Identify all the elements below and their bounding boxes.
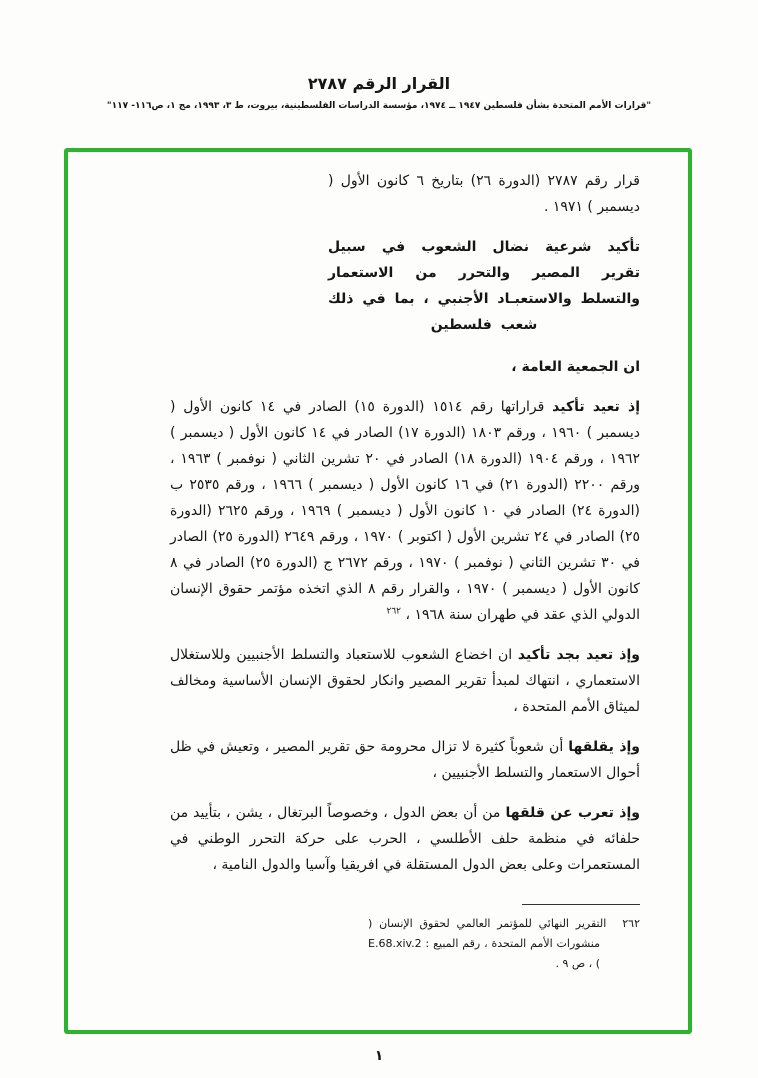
paragraph-text: أن شعوباً كثيرة لا تزال محرومة حق تقرير المصير ، وتعيش في ظل أحوال الاستعمار والتسلط الأجنبيين ،: [170, 739, 640, 781]
source-citation: "قرارات الأمم المتحدة بشأن فلسطين ١٩٤٧ ــ ١٩٧٤، مؤسسة الدراسات الفلسطينية، بيروت، ط ٣، ١٩٩٣، مج ١، ص١١٦- ١١٧": [106, 101, 652, 111]
paragraph-text: قراراتها رقم ١٥١٤ (الدورة ١٥) الصادر في ١٤ كانون الأول ( ديسمبر ) ١٩٦٠ ، ورقم ١٨٠٣ (الدورة ١٧) الصادر في ١٤ كانون الأول ( ديسمبر ) ١٩٦٢ ، ورقم ١٩٠٤ (الدورة ١٨) الصادر في ٢٠ تشرين الثاني ( نوفمبر ) ١٩٦٣ ، ورقم ٢٢٠٠ (الدورة ٢١) في ١٦ كانون الأول ( ديسمبر ) ١٩٦٦ ، ورقم ٢٥٣٥ ب (الدورة ٢٤) الصادر في ١٠ كانون الأول ( ديسمبر ) ١٩٦٩ ، ورقم ٢٦٢٥ (الدورة ٢٥) الصادر في ٢٤ تشرين الأول ( اكتوبر ) ١٩٧٠ ، ورقم ٢٦٤٩ (الدورة ٢٥) الصادر في ٣٠ تشرين الثاني ( نوفمبر ) ١٩٧٠ ، ورقم ٢٦٧٢ ج (الدورة ٢٥) الصادر في ٨ كانون الأول ( ديسمبر ) ١٩٧٠ ، والقرار رقم ٨ الذي اتخذه مؤتمر حقوق الإنسان الدولي الذي عقد في طهران سنة ١٩٦٨ ،: [170, 399, 641, 623]
resolution-body: [170, 168, 640, 878]
preambular-paragraph-2: [170, 642, 640, 720]
paragraph-lead: وإذ يقلقها: [568, 739, 640, 755]
footnote-area: [368, 904, 640, 974]
footnote-text: التقرير النهائي للمؤتمر العالمي لحقوق الإنسان ( منشورات الأمم المتحدة ، رقم المبيع : E.68.xiv.2 ) ، ص ٩ .: [368, 917, 607, 970]
preambular-paragraph-1: [170, 394, 640, 628]
footnote-separator: [522, 904, 640, 905]
footnote-reference: ٢٦٢: [386, 606, 402, 617]
paragraph-text: من أن بعض الدول ، وخصوصاً البرتغال ، يشن ، بتأييد من حلفائه في منظمة حلف الأطلسي ، الحرب على حركة التحرر الوطني في المستعمرات وعلى بعض الدول المستقلة في افريقيا وآسيا والدول النامية ،: [170, 805, 640, 873]
page-number: ١: [374, 1048, 384, 1064]
green-highlight-box: [64, 148, 692, 1034]
document-header: [0, 74, 758, 111]
paragraph-lead: وإذ تعيد بجد تأكيد: [517, 647, 640, 663]
paragraph-lead: وإذ تعرب عن قلقها: [505, 805, 640, 821]
footnote: [368, 914, 640, 974]
paragraph-lead: إذ تعيد تأكيد: [552, 399, 640, 415]
resolution-intro: قرار رقم ٢٧٨٧ (الدورة ٢٦) بتاريخ ٦ كانون الأول ( ديسمبر ) ١٩٧١ .: [328, 173, 641, 215]
document-title: القرار الرقم ٢٧٨٧: [307, 74, 451, 93]
preambular-paragraph-4: [170, 800, 640, 878]
footnote-marker: ٢٦٢: [622, 917, 640, 930]
paragraph-text: ان اخضاع الشعوب للاستعباد والتسلط الأجنبيين وللاستغلال الاستعماري ، انتهاك لمبدأ تقرير المصير وانكار لحقوق الإنسان الأساسية ومخالف لميثاق الأمم المتحدة ،: [170, 647, 640, 715]
preambular-paragraph-3: [170, 734, 640, 786]
resolution-title: تأكيد شرعية نضال الشعوب في سبيل تقرير المصير والتحرر من الاستعمار والتسلط والاستعبـاد الأجنبي ، بما في ذلك شعب فلسطين: [328, 239, 640, 333]
assembly-salutation: ان الجمعية العامة ،: [511, 359, 640, 375]
